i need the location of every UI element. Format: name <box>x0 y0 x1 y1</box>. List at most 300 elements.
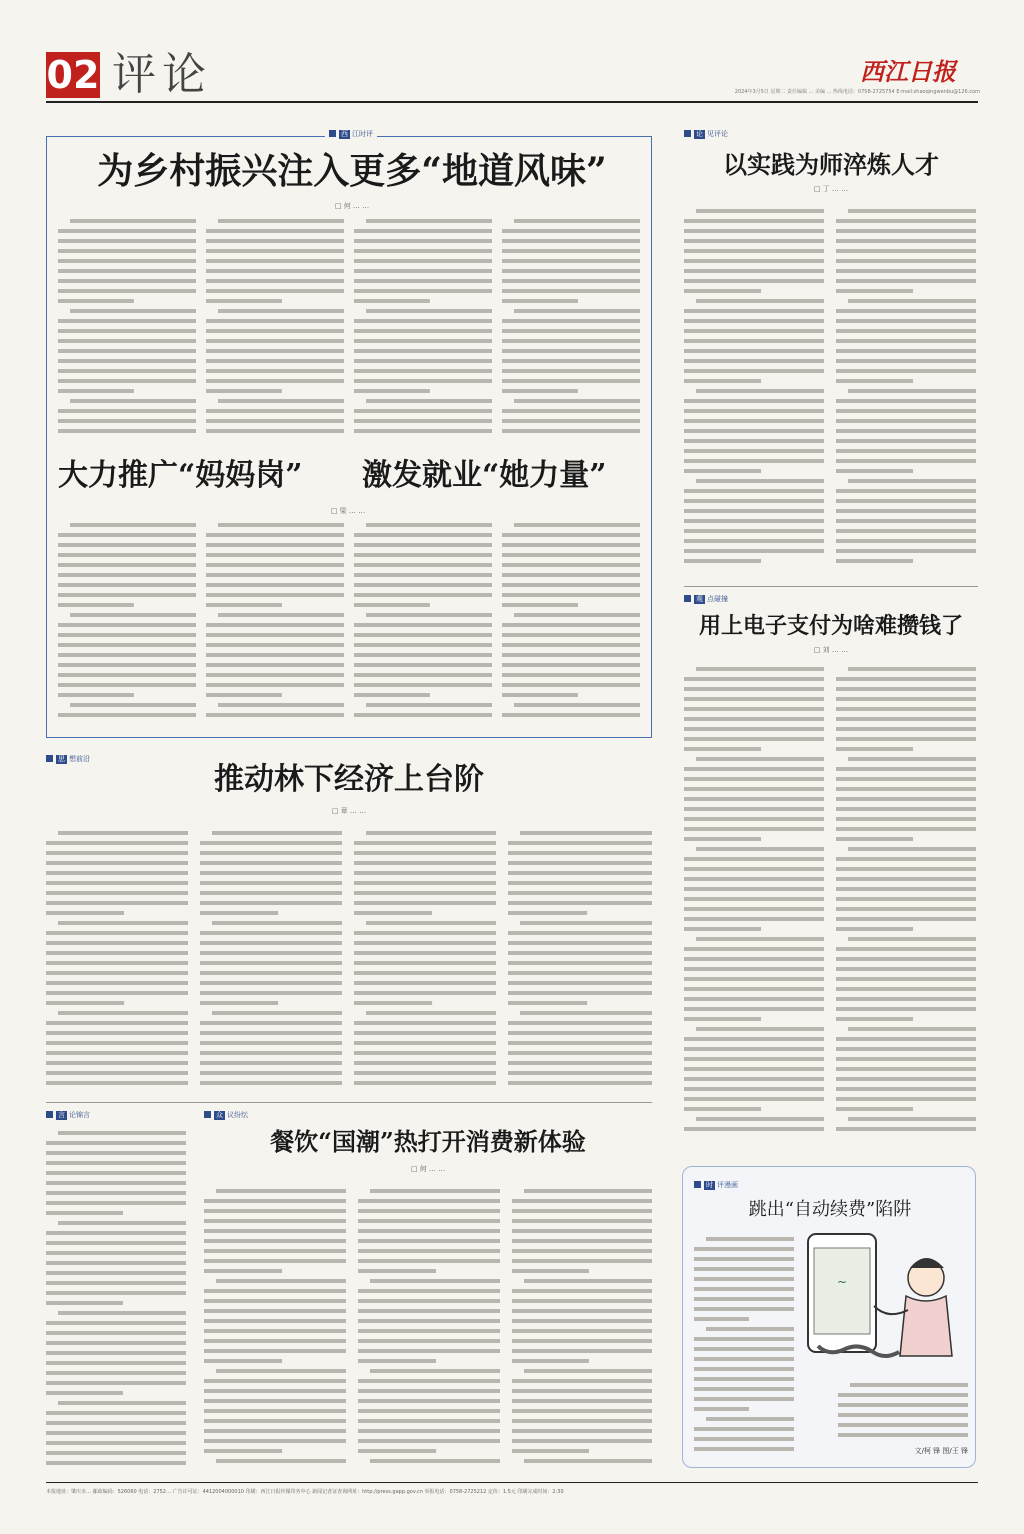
text-line <box>836 549 976 553</box>
text-line <box>354 553 492 557</box>
text-line <box>204 1289 346 1293</box>
text-line <box>58 683 196 687</box>
text-line <box>58 693 134 697</box>
text-line <box>218 309 344 313</box>
body-text-lines <box>58 520 196 726</box>
column-marker-icon <box>684 595 691 602</box>
text-line <box>70 219 196 223</box>
text-line <box>836 747 913 751</box>
text-line <box>836 1107 913 1111</box>
text-line <box>46 1181 186 1185</box>
text-line <box>696 847 824 851</box>
text-line <box>684 529 824 533</box>
text-line <box>684 349 824 353</box>
text-line <box>200 871 342 875</box>
text-line <box>694 1287 794 1291</box>
text-line <box>848 209 976 213</box>
text-line <box>200 1051 342 1055</box>
text-line <box>684 1017 761 1021</box>
text-line <box>58 1401 186 1405</box>
text-line <box>206 583 344 587</box>
text-line <box>502 279 640 283</box>
text-line <box>684 539 824 543</box>
body-text-lines <box>58 216 196 442</box>
text-line <box>216 1279 346 1283</box>
text-line <box>46 1301 123 1305</box>
forest-body-col-3 <box>354 828 496 1090</box>
text-line <box>354 861 496 865</box>
lead-body-col-2 <box>206 216 344 442</box>
text-line <box>512 1239 652 1243</box>
text-line <box>212 831 342 835</box>
text-line <box>508 871 652 875</box>
text-line <box>684 717 824 721</box>
column-marker-icon <box>329 130 336 137</box>
text-line <box>502 673 640 677</box>
text-line <box>200 1031 342 1035</box>
body-text-lines <box>836 206 976 570</box>
text-line <box>58 379 196 383</box>
text-line <box>358 1199 500 1203</box>
text-line <box>354 683 492 687</box>
text-line <box>46 1241 186 1245</box>
text-line <box>502 593 640 597</box>
text-line <box>58 583 196 587</box>
text-line <box>512 1379 652 1383</box>
text-line <box>58 673 196 677</box>
text-line <box>46 1191 186 1195</box>
text-line <box>684 857 824 861</box>
text-line <box>694 1277 794 1281</box>
text-line <box>216 1369 346 1373</box>
text-line <box>354 891 496 895</box>
text-line <box>358 1409 500 1413</box>
cartoon-credit: 文/柯 锋 图/王 锋 <box>914 1447 968 1455</box>
text-line <box>46 1171 186 1175</box>
text-line <box>836 827 976 831</box>
text-line <box>512 1329 652 1333</box>
text-line <box>358 1239 500 1243</box>
text-line <box>46 931 188 935</box>
text-line <box>354 289 492 293</box>
text-line <box>46 1031 188 1035</box>
text-line <box>684 1077 824 1081</box>
text-line <box>684 817 824 821</box>
text-line <box>836 767 976 771</box>
text-line <box>694 1267 794 1271</box>
text-line <box>508 941 652 945</box>
text-line <box>836 867 976 871</box>
text-line <box>836 787 976 791</box>
text-line <box>200 1041 342 1045</box>
body-text-lines <box>838 1380 968 1444</box>
text-line <box>836 1087 976 1091</box>
text-line <box>836 259 976 263</box>
text-line <box>838 1423 968 1427</box>
text-line <box>354 713 492 717</box>
body-text-lines <box>684 206 824 570</box>
text-line <box>218 523 344 527</box>
text-line <box>206 249 344 253</box>
body-text-lines <box>46 1128 186 1468</box>
text-line <box>46 1431 186 1435</box>
women-body-col-1 <box>58 520 196 726</box>
text-line <box>684 917 824 921</box>
text-line <box>354 369 492 373</box>
text-line <box>354 1031 496 1035</box>
text-line <box>696 757 824 761</box>
text-line <box>354 1041 496 1045</box>
text-line <box>684 977 824 981</box>
text-line <box>204 1449 282 1453</box>
text-line <box>370 1279 500 1283</box>
text-line <box>46 1151 186 1155</box>
text-line <box>200 1001 278 1005</box>
text-line <box>684 1127 824 1131</box>
text-line <box>58 319 196 323</box>
text-line <box>848 757 976 761</box>
text-line <box>206 389 282 393</box>
text-line <box>58 553 196 557</box>
text-line <box>58 831 188 835</box>
text-line <box>58 259 196 263</box>
text-line <box>358 1219 500 1223</box>
text-line <box>70 399 196 403</box>
text-line <box>206 429 344 433</box>
text-line <box>58 349 196 353</box>
text-line <box>200 981 342 985</box>
talent-column-label <box>684 129 728 139</box>
text-line <box>204 1339 346 1343</box>
text-line <box>200 1021 342 1025</box>
body-text-lines <box>512 1186 652 1468</box>
text-line <box>204 1269 282 1273</box>
text-line <box>200 841 342 845</box>
text-line <box>46 1451 186 1455</box>
text-line <box>836 419 976 423</box>
text-line <box>46 1201 186 1205</box>
text-line <box>508 901 652 905</box>
text-line <box>502 229 640 233</box>
text-line <box>694 1447 794 1451</box>
text-line <box>206 623 344 627</box>
text-line <box>366 921 496 925</box>
text-line <box>354 941 496 945</box>
text-line <box>694 1357 794 1361</box>
text-line <box>354 319 492 323</box>
text-line <box>684 499 824 503</box>
text-line <box>354 901 496 905</box>
text-line <box>684 379 761 383</box>
text-line <box>508 961 652 965</box>
text-line <box>694 1317 749 1321</box>
text-line <box>358 1419 500 1423</box>
chaozhou-body-col-2 <box>358 1186 500 1468</box>
text-line <box>358 1439 500 1443</box>
text-line <box>684 827 824 831</box>
text-line <box>46 1391 123 1395</box>
text-line <box>200 1071 342 1075</box>
text-line <box>58 419 196 423</box>
text-line <box>836 289 913 293</box>
text-line <box>684 947 824 951</box>
text-line <box>354 239 492 243</box>
text-line <box>46 1001 124 1005</box>
column-marker-icon <box>46 1111 53 1118</box>
text-line <box>502 239 640 243</box>
text-line <box>354 841 496 845</box>
text-line <box>684 1007 824 1011</box>
text-line <box>684 369 824 373</box>
women-body-col-2 <box>206 520 344 726</box>
text-line <box>366 613 492 617</box>
text-line <box>836 239 976 243</box>
text-line <box>514 219 640 223</box>
text-line <box>58 229 196 233</box>
text-line <box>836 877 976 881</box>
text-line <box>684 289 761 293</box>
column-label-text: 江时评 <box>352 130 373 138</box>
text-line <box>354 359 492 363</box>
text-line <box>358 1259 500 1263</box>
text-line <box>684 559 761 563</box>
text-line <box>354 1051 496 1055</box>
text-line <box>218 399 344 403</box>
column-marker-icon <box>204 1111 211 1118</box>
text-line <box>46 1411 186 1415</box>
text-line <box>836 1067 976 1071</box>
text-line <box>200 891 342 895</box>
footer-info: 本报地址：肇庆市… 邮政编码：526060 电话：2752… 广告许可证：4412004000010 印刷：西江日报传媒印务中心 新闻记者证查询网址：http://press.gapp.gov.cn 举报电话：0758-2725212 定价：1.5元 印刷完成时间：2:30 <box>46 1489 564 1495</box>
text-line <box>200 931 342 935</box>
text-line <box>200 971 342 975</box>
text-line <box>684 767 824 771</box>
text-line <box>684 1087 824 1091</box>
text-line <box>354 229 492 233</box>
body-text-lines <box>684 664 824 1142</box>
text-line <box>206 693 282 697</box>
lead-body-col-3 <box>354 216 492 442</box>
text-line <box>684 549 824 553</box>
text-line <box>358 1309 500 1313</box>
text-line <box>204 1439 346 1443</box>
text-line <box>850 1383 968 1387</box>
figure-body <box>900 1296 952 1356</box>
text-line <box>694 1387 794 1391</box>
text-line <box>206 573 344 577</box>
text-line <box>696 1117 824 1121</box>
text-line <box>836 997 976 1001</box>
text-line <box>204 1359 282 1363</box>
text-line <box>502 299 578 303</box>
talent-headline: 以实践为师淬炼人才 <box>723 150 939 179</box>
text-line <box>358 1269 436 1273</box>
text-line <box>46 1161 186 1165</box>
text-line <box>354 931 496 935</box>
text-line <box>200 941 342 945</box>
text-line <box>70 613 196 617</box>
text-line <box>524 1189 652 1193</box>
text-line <box>354 1061 496 1065</box>
brief-column-label <box>46 1110 90 1120</box>
text-line <box>58 643 196 647</box>
text-line <box>354 663 492 667</box>
text-line <box>354 533 492 537</box>
text-line <box>200 911 278 915</box>
text-line <box>836 559 913 563</box>
text-line <box>512 1339 652 1343</box>
text-line <box>206 379 344 383</box>
text-line <box>354 379 492 383</box>
text-line <box>46 1211 123 1215</box>
text-line <box>204 1319 346 1323</box>
text-line <box>514 309 640 313</box>
text-line <box>502 623 640 627</box>
text-line <box>200 861 342 865</box>
text-line <box>836 499 976 503</box>
text-line <box>836 369 976 373</box>
text-line <box>694 1307 794 1311</box>
text-line <box>58 1011 188 1015</box>
text-line <box>206 713 344 717</box>
text-line <box>508 1031 652 1035</box>
text-line <box>58 279 196 283</box>
chaozhou-byline: □ 何 … … <box>410 1165 446 1173</box>
text-line <box>502 429 640 433</box>
text-line <box>46 941 188 945</box>
text-line <box>370 1459 500 1463</box>
text-line <box>836 717 976 721</box>
text-line <box>836 449 976 453</box>
text-line <box>354 633 492 637</box>
phone-screen <box>814 1248 870 1334</box>
text-line <box>512 1229 652 1233</box>
text-line <box>848 847 976 851</box>
text-line <box>358 1249 500 1253</box>
text-line <box>836 359 976 363</box>
phone-screen-mark: ~ <box>836 1275 848 1289</box>
text-line <box>46 1141 186 1145</box>
text-line <box>524 1279 652 1283</box>
text-line <box>512 1449 589 1453</box>
text-line <box>502 289 640 293</box>
text-line <box>58 339 196 343</box>
column-char: 观 <box>696 595 703 603</box>
text-line <box>836 1017 913 1021</box>
text-line <box>204 1389 346 1393</box>
text-line <box>684 339 824 343</box>
text-line <box>694 1297 794 1301</box>
text-line <box>358 1229 500 1233</box>
text-line <box>836 469 913 473</box>
text-line <box>684 797 824 801</box>
text-line <box>46 971 188 975</box>
text-line <box>502 713 640 717</box>
text-line <box>354 573 492 577</box>
text-line <box>58 1311 186 1315</box>
text-line <box>508 851 652 855</box>
text-line <box>354 673 492 677</box>
text-line <box>502 249 640 253</box>
text-line <box>684 449 824 453</box>
footer-rule <box>46 1482 978 1483</box>
text-line <box>58 389 134 393</box>
talent-body-col-2 <box>836 206 976 570</box>
text-line <box>502 603 578 607</box>
text-line <box>200 881 342 885</box>
text-line <box>512 1259 652 1263</box>
text-line <box>358 1329 500 1333</box>
text-line <box>836 797 976 801</box>
text-line <box>58 269 196 273</box>
text-line <box>508 991 652 995</box>
cartoon-body-left <box>694 1234 794 1458</box>
text-line <box>58 633 196 637</box>
women-byline: □ 梁 … … <box>330 507 366 515</box>
text-line <box>502 349 640 353</box>
text-line <box>206 269 344 273</box>
text-line <box>836 837 913 841</box>
text-line <box>836 697 976 701</box>
chaozhou-body-col-1 <box>204 1186 346 1468</box>
text-line <box>836 279 976 283</box>
text-line <box>696 1027 824 1031</box>
text-line <box>696 667 824 671</box>
text-line <box>204 1239 346 1243</box>
women-body-col-4 <box>502 520 640 726</box>
text-line <box>684 787 824 791</box>
text-line <box>848 479 976 483</box>
text-line <box>58 409 196 413</box>
talent-body-col-1 <box>684 206 824 570</box>
text-line <box>836 339 976 343</box>
forest-headline: 推动林下经济上台阶 <box>214 762 484 797</box>
text-line <box>512 1249 652 1253</box>
text-line <box>366 219 492 223</box>
text-line <box>502 269 640 273</box>
text-line <box>58 329 196 333</box>
text-line <box>684 707 824 711</box>
text-line <box>206 553 344 557</box>
masthead-info: 2024年3月5日 星期二 责任编辑 ... 美编 ... 热线电话：0758-2725754 E-mail:zhaoqingwenbu@126.com <box>734 89 980 95</box>
text-line <box>46 901 188 905</box>
text-line <box>46 891 188 895</box>
text-line <box>206 339 344 343</box>
text-line <box>358 1399 500 1403</box>
text-line <box>684 1037 824 1041</box>
text-line <box>684 907 824 911</box>
text-line <box>218 219 344 223</box>
text-line <box>200 901 342 905</box>
text-line <box>358 1359 436 1363</box>
lead-headline: 为乡村振兴注入更多“地道风味” <box>97 150 607 192</box>
text-line <box>836 409 976 413</box>
text-line <box>514 523 640 527</box>
text-line <box>684 867 824 871</box>
text-line <box>204 1299 346 1303</box>
text-line <box>848 667 976 671</box>
column-marker-icon <box>694 1181 701 1188</box>
lead-column-label <box>325 129 377 139</box>
text-line <box>354 563 492 567</box>
text-line <box>358 1289 500 1293</box>
text-line <box>836 429 976 433</box>
cartoon-headline: 跳出“自动续费”陷阱 <box>748 1199 912 1220</box>
text-line <box>216 1189 346 1193</box>
text-line <box>684 259 824 263</box>
text-line <box>684 677 824 681</box>
text-line <box>836 917 976 921</box>
